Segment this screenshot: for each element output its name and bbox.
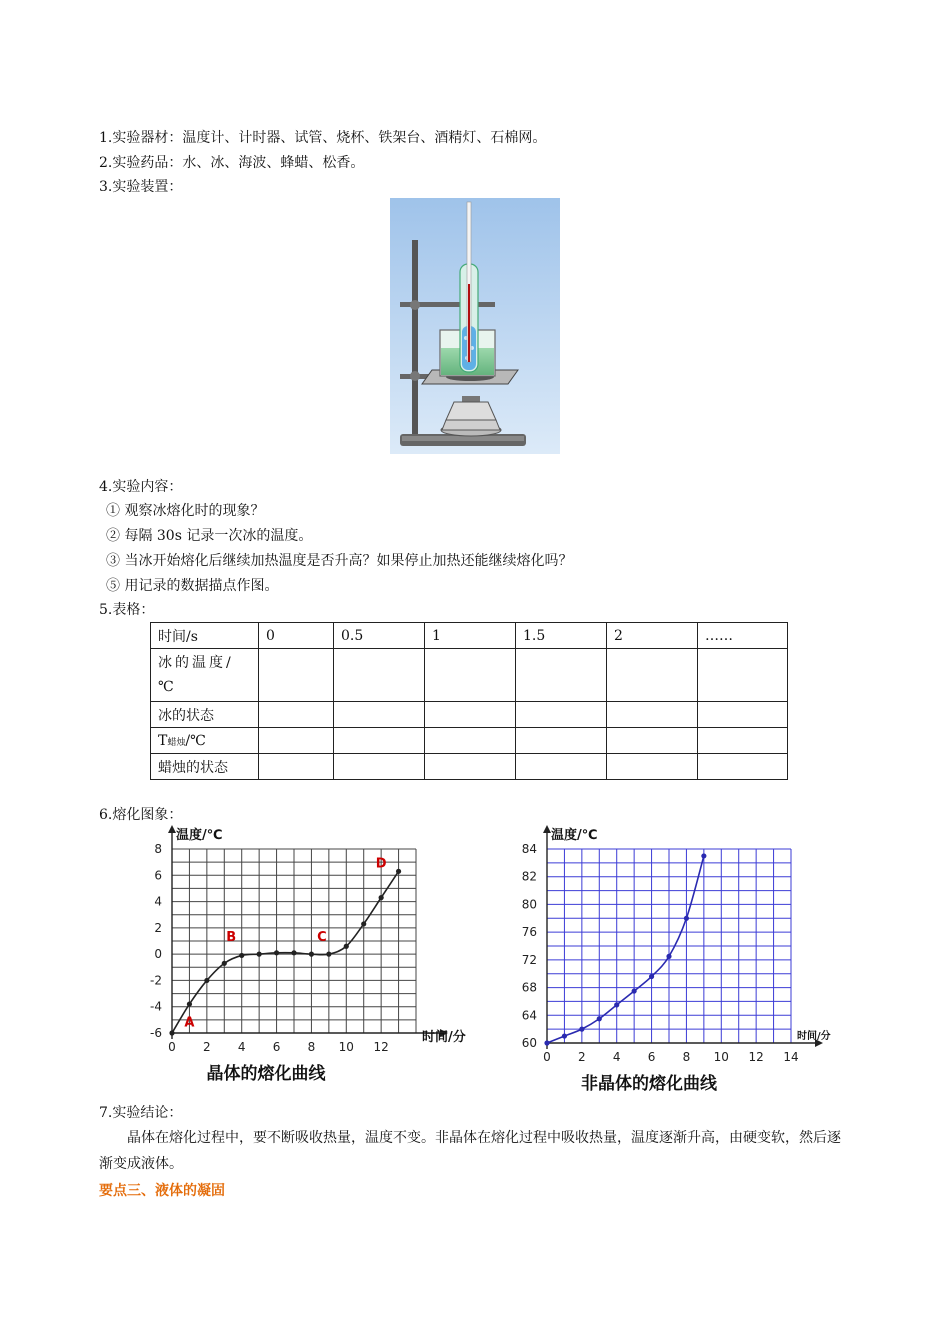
crystal-melting-chart <box>140 825 466 1090</box>
header-cell: 0 <box>259 623 334 649</box>
y-tick-label: 80 <box>521 897 537 912</box>
data-point <box>544 1040 549 1045</box>
data-point <box>379 895 384 900</box>
x-tick-label: 0 <box>543 1050 551 1064</box>
row-label-candle-state: 蜡烛的状态 <box>151 754 259 780</box>
x-axis-label: 时间/分 <box>422 1030 466 1045</box>
equipment-line: 1.实验器材：温度计、计时器、试管、烧杯、铁架台、酒精灯、石棉网。 <box>99 130 547 146</box>
table-title: 5.表格： <box>99 602 155 618</box>
point-annotation: A <box>184 1015 195 1031</box>
y-tick-label: 8 <box>154 842 162 856</box>
x-axis-label: 时间/分 <box>797 1031 831 1042</box>
point-annotation: B <box>226 930 237 945</box>
section-heading: 要点三、液体的凝固 <box>99 1183 225 1199</box>
y-axis-label: 温度/℃ <box>551 828 598 843</box>
data-point <box>274 950 279 955</box>
header-cell: 1.5 <box>516 623 607 649</box>
x-tick-label: 14 <box>783 1050 799 1064</box>
header-cell: 1 <box>425 623 516 649</box>
data-point <box>291 950 296 955</box>
data-point <box>701 853 706 858</box>
point-annotation: C <box>317 930 327 945</box>
data-point <box>562 1033 567 1038</box>
x-tick-label: 10 <box>338 1040 354 1054</box>
data-point <box>361 921 366 926</box>
y-tick-label: -2 <box>150 973 162 988</box>
x-tick-label: 6 <box>647 1050 656 1064</box>
chemicals-line: 2.实验药品：水、冰、海波、蜂蜡、松香。 <box>99 155 365 171</box>
y-tick-label: 84 <box>521 842 537 856</box>
data-point <box>614 1002 619 1007</box>
y-tick-label: 76 <box>521 925 537 940</box>
data-point <box>309 952 314 957</box>
x-tick-label: 12 <box>748 1050 764 1064</box>
data-point <box>222 961 227 966</box>
series-line <box>172 871 399 1033</box>
data-point <box>597 1016 602 1021</box>
x-tick-label: 12 <box>373 1040 389 1054</box>
data-point <box>204 978 209 983</box>
data-point <box>579 1027 584 1032</box>
x-tick-label: 2 <box>578 1050 586 1064</box>
x-tick-label: 8 <box>307 1040 316 1054</box>
data-point <box>396 869 401 874</box>
step-5: ⑤ 用记录的数据描点作图。 <box>106 578 279 594</box>
y-tick-label: 72 <box>521 952 537 967</box>
y-tick-label: 68 <box>521 980 537 995</box>
x-tick-label: 8 <box>682 1050 691 1064</box>
x-tick-label: 0 <box>168 1040 176 1054</box>
data-point <box>187 1001 192 1006</box>
row-label-ice-temp: 冰的温度/℃ <box>151 649 259 702</box>
data-point <box>632 988 637 993</box>
header-cell: 2 <box>607 623 698 649</box>
y-axis-arrow <box>168 825 176 833</box>
step-1: ① 观察冰熔化时的现象？ <box>106 503 265 519</box>
row-label-ice-state: 冰的状态 <box>151 702 259 728</box>
row-label-candle-temp: T蜡烛/℃ <box>151 728 259 754</box>
data-point <box>239 953 244 958</box>
content-title: 4.实验内容： <box>99 479 183 495</box>
y-tick-label: 82 <box>521 869 537 884</box>
data-point <box>649 974 654 979</box>
data-point <box>257 952 262 957</box>
graph-title: 6.熔化图象： <box>99 807 183 823</box>
y-tick-label: 0 <box>154 947 162 962</box>
conclusion-title: 7.实验结论： <box>99 1105 183 1121</box>
header-cell: …… <box>698 623 788 649</box>
y-tick-label: 2 <box>154 920 162 935</box>
data-point <box>344 944 349 949</box>
point-annotation: D <box>375 856 387 872</box>
conclusion-text: 晶体在熔化过程中，要不断吸收热量，温度不变。非晶体在熔化过程中吸收热量，温度逐渐升高，由硬变软，然后逐渐变成液体。 <box>99 1130 841 1172</box>
x-tick-label: 6 <box>272 1040 281 1054</box>
header-cell: 时间/s <box>151 623 259 649</box>
y-tick-label: 64 <box>521 1008 537 1023</box>
x-tick-label: 4 <box>237 1040 246 1054</box>
y-axis-arrow <box>543 825 551 833</box>
y-tick-label: 60 <box>521 1036 537 1050</box>
y-axis-label: 温度/℃ <box>176 828 223 843</box>
apparatus-title: 3.实验装置： <box>99 179 183 195</box>
data-point <box>169 1030 174 1035</box>
experiment-apparatus-illustration <box>390 198 560 454</box>
step-3: ③ 当冰开始熔化后继续加热温度是否升高？如果停止加热还能继续熔化吗？ <box>106 553 573 569</box>
header-cell: 0.5 <box>334 623 425 649</box>
data-point <box>326 952 331 957</box>
chart-title: 非晶体的熔化曲线 <box>581 1074 717 1094</box>
y-tick-label: -4 <box>150 999 162 1014</box>
chart-title: 晶体的熔化曲线 <box>206 1064 326 1084</box>
amorphous-melting-chart <box>515 825 831 1094</box>
step-2: ② 每隔 30s 记录一次冰的温度。 <box>106 528 313 544</box>
x-tick-label: 4 <box>612 1050 621 1064</box>
data-point <box>684 916 689 921</box>
y-tick-label: -6 <box>150 1026 162 1040</box>
x-tick-label: 2 <box>203 1040 211 1054</box>
data-point <box>666 954 671 959</box>
y-tick-label: 6 <box>154 868 162 883</box>
data-table <box>150 622 788 780</box>
y-tick-label: 4 <box>154 894 162 909</box>
x-tick-label: 10 <box>713 1050 729 1064</box>
